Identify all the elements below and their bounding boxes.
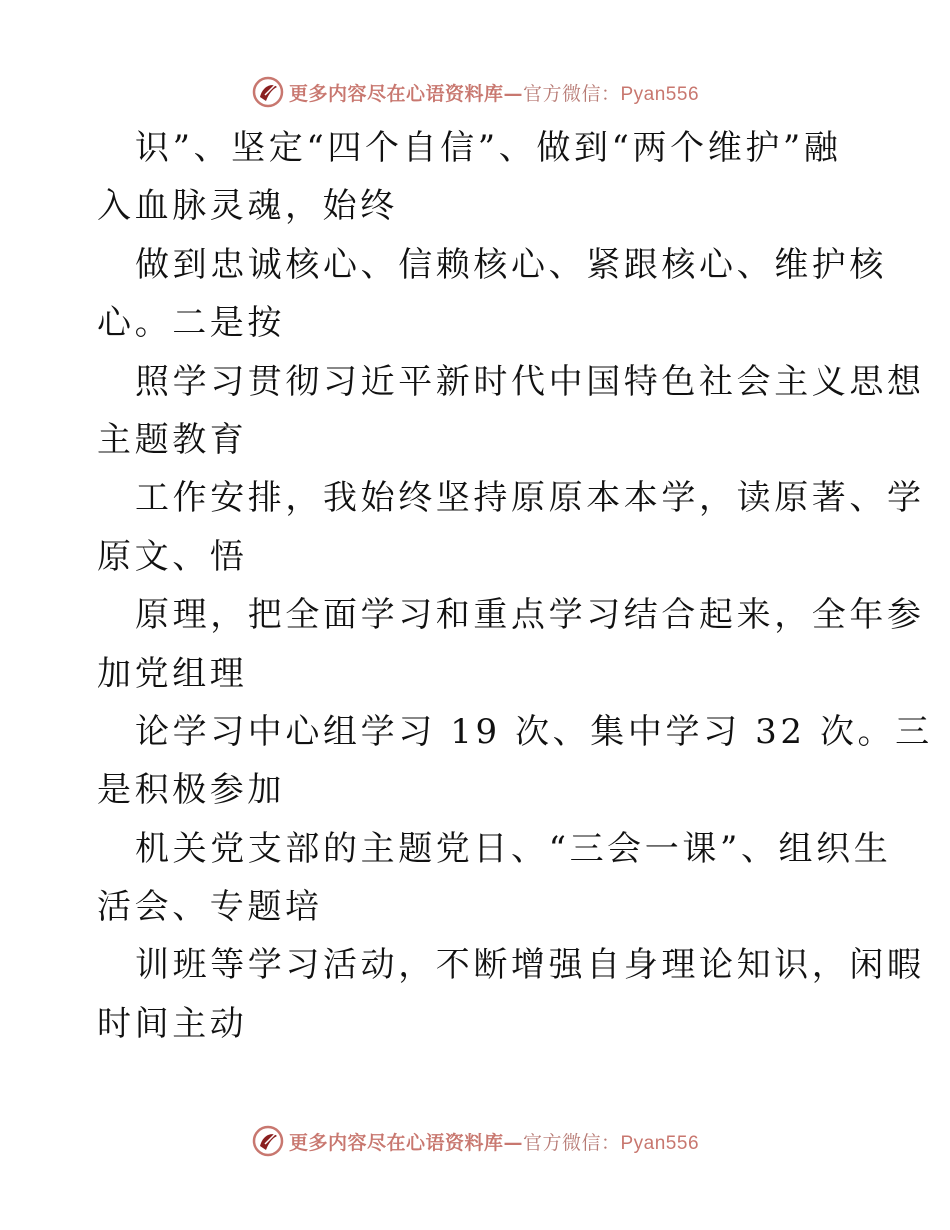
header-watermark-text	[289, 79, 699, 106]
text-line: 照学习贯彻习近平新时代中国特色社会主义思想	[135, 361, 925, 402]
text-line: 论学习中心组学习 19 次、集中学习 32 次。三	[135, 711, 933, 752]
text-line: 心。二是按	[97, 303, 285, 344]
text-line: 原文、悟	[97, 536, 248, 577]
text-line: 入血脉灵魂，始终	[97, 186, 398, 227]
text-line: 训班等学习活动，不断增强自身理论知识，闲暇	[135, 945, 925, 986]
text-line: 做到忠诚核心、信赖核心、紧跟核心、维护核	[135, 244, 887, 285]
text-line: 机关党支部的主题党日、“三会一课”、组织生	[135, 828, 892, 869]
text-line: 识”、坚定“四个自信”、做到“两个维护”融	[135, 128, 842, 168]
header-wechat-id: Pyan556	[620, 83, 700, 105]
text-line: 加党组理	[97, 653, 248, 694]
logo-icon	[251, 75, 285, 109]
text-line: 活会、专题培	[97, 887, 323, 928]
text-line: 是积极参加	[97, 770, 285, 811]
footer-label: 官方微信：	[522, 1131, 621, 1154]
text-line: 工作安排，我始终坚持原原本本学，读原著、学	[135, 478, 925, 519]
document-body	[97, 119, 933, 1053]
text-line: 主题教育	[97, 419, 248, 460]
header-banner	[0, 72, 950, 112]
header-label: 官方微信：	[522, 82, 621, 105]
text-line: 时间主动	[97, 1003, 248, 1044]
header-separator: —	[503, 82, 523, 105]
header-brand: 更多内容尽在心语资料库	[288, 82, 504, 105]
footer-separator: —	[503, 1131, 523, 1154]
footer-banner	[0, 1121, 950, 1161]
text-line: 原理，把全面学习和重点学习结合起来，全年参	[135, 595, 925, 636]
footer-watermark-text	[289, 1128, 699, 1155]
footer-wechat-id: Pyan556	[620, 1132, 700, 1154]
footer-brand: 更多内容尽在心语资料库	[288, 1131, 504, 1154]
logo-icon	[251, 1124, 285, 1158]
